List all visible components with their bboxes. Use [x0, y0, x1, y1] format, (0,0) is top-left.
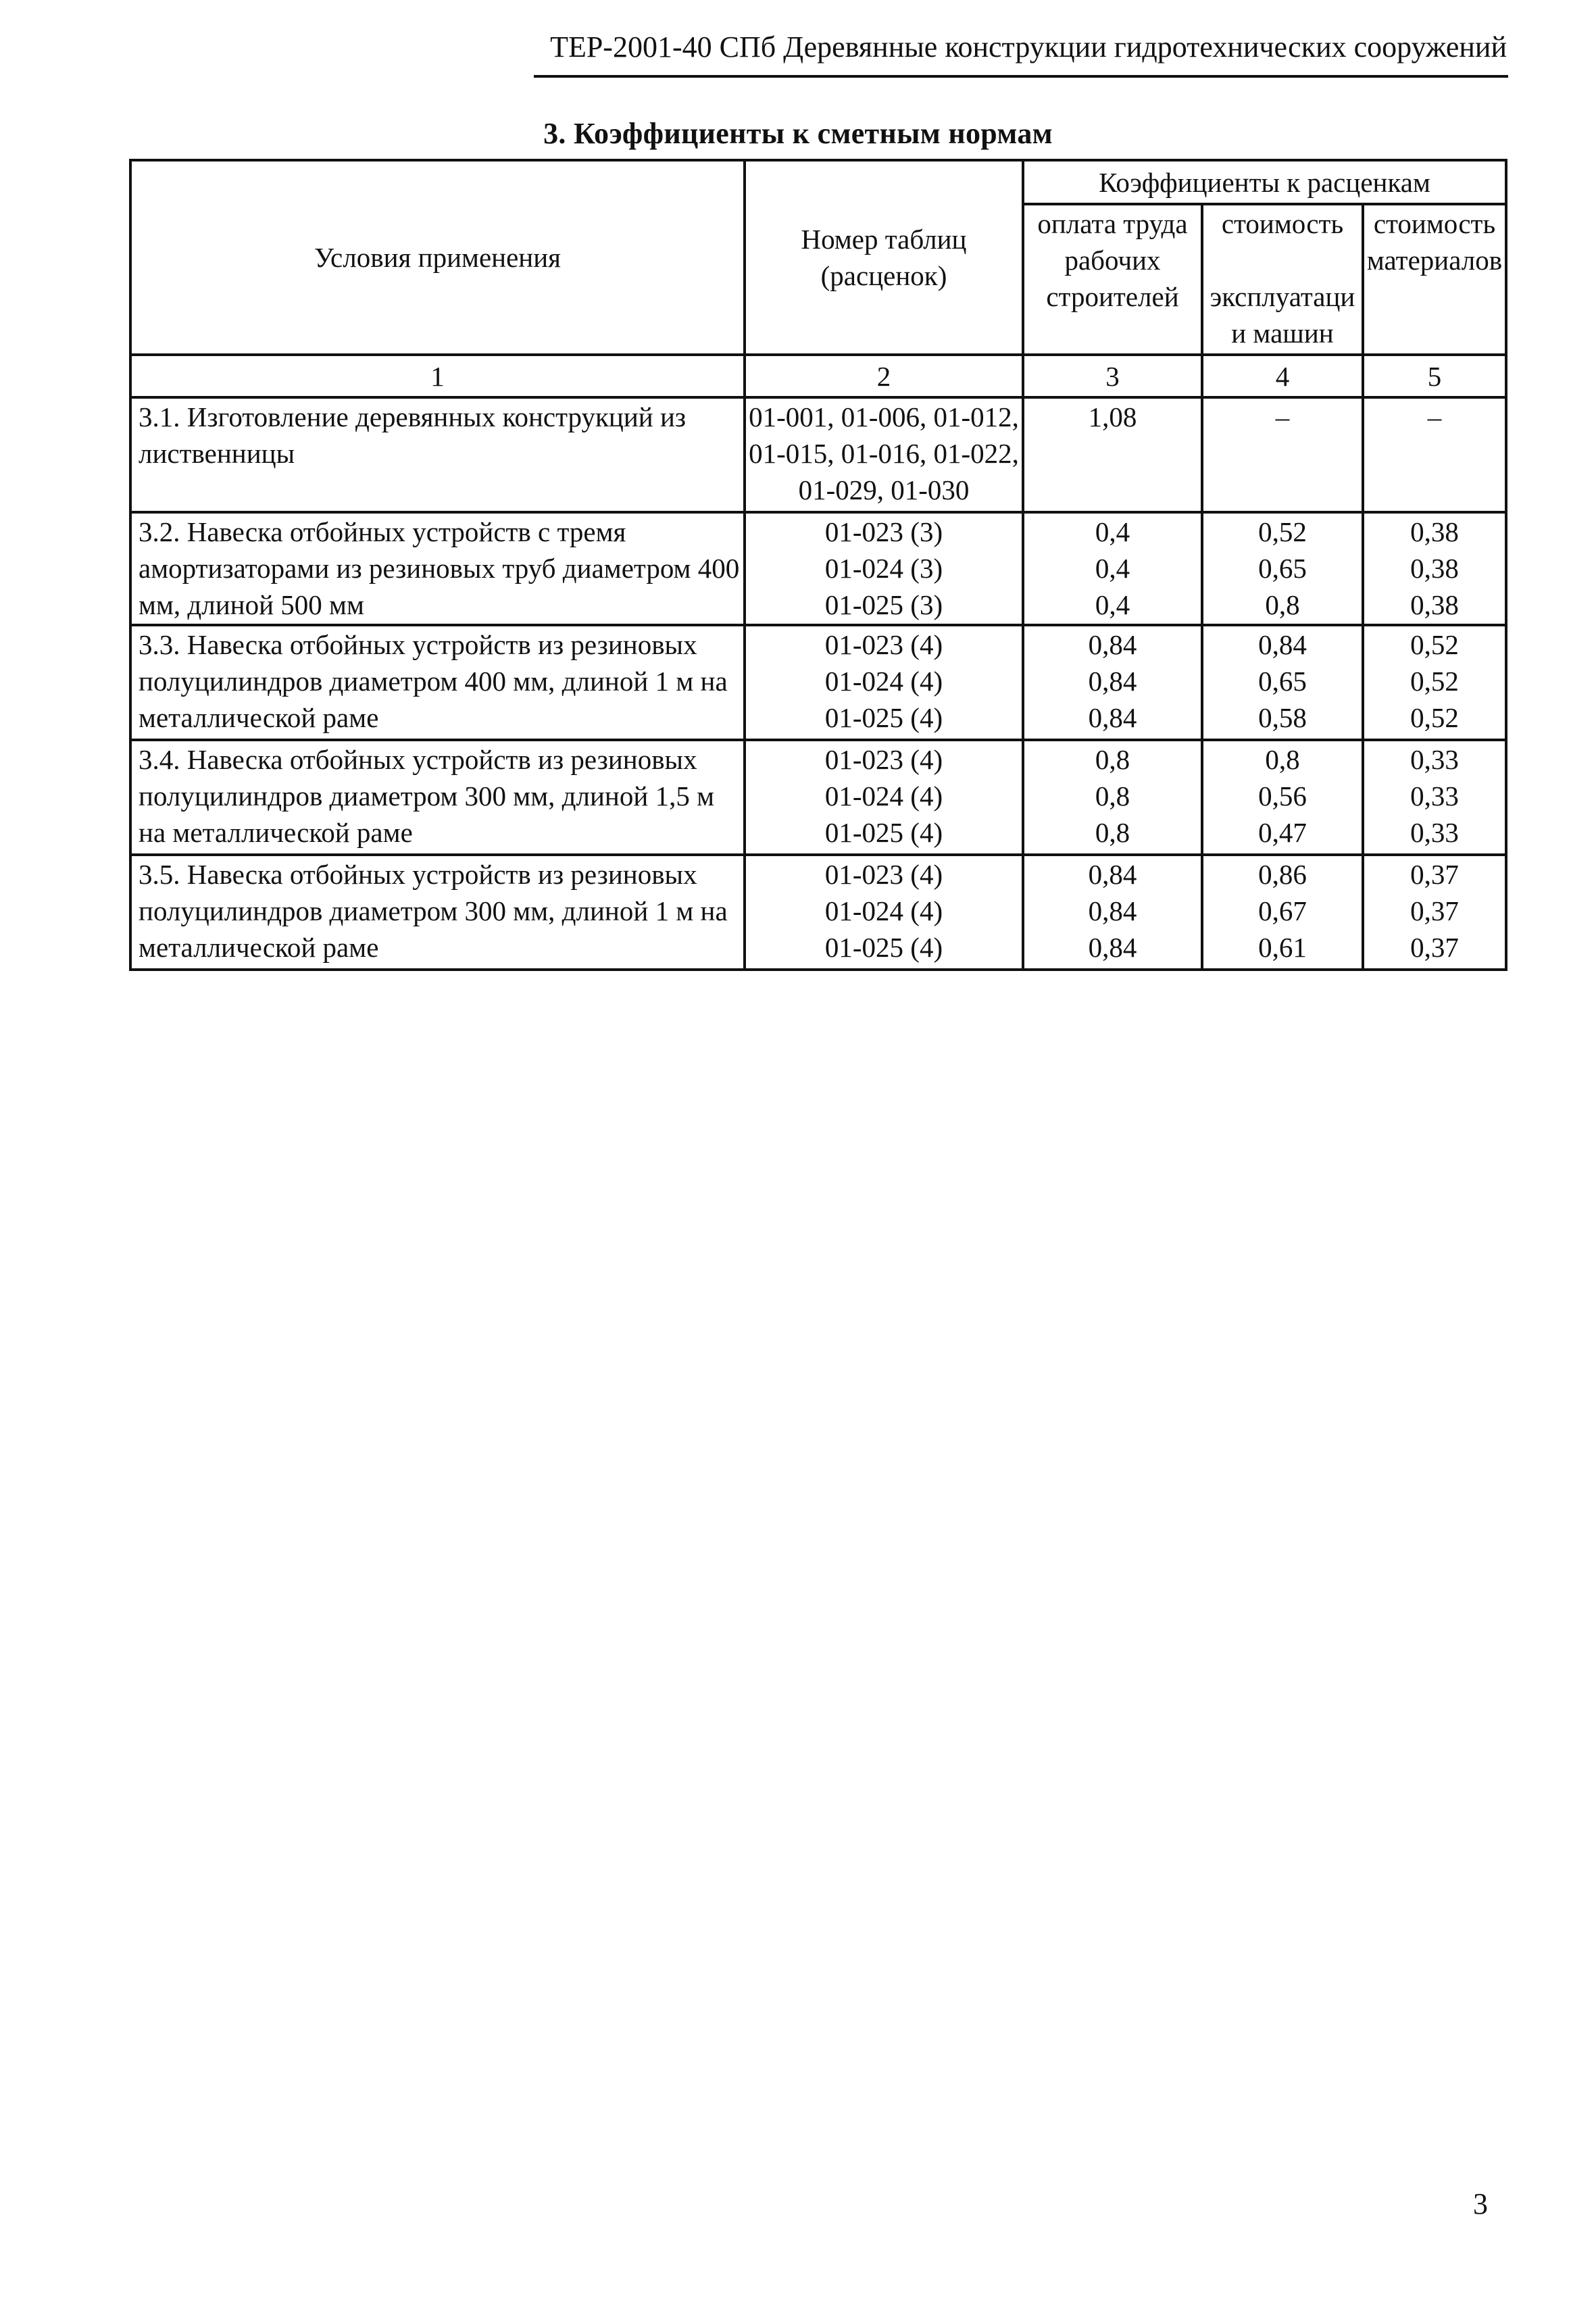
coef-value: 0,58 [1258, 702, 1307, 733]
header-labor-line: строителей [1046, 281, 1179, 312]
coef-value: 0,84 [1258, 629, 1307, 660]
coef-value: 0,47 [1258, 817, 1307, 848]
table-row [130, 397, 1506, 512]
labor-coef-cell [1023, 625, 1202, 740]
column-number: 5 [1363, 355, 1506, 397]
column-number: 2 [745, 355, 1023, 397]
labor-coef-cell [1023, 740, 1202, 855]
coef-value: 0,37 [1410, 932, 1459, 963]
header-labor-line: оплата труда [1037, 208, 1188, 239]
coef-value: 0,56 [1258, 780, 1307, 812]
labor-coef-cell [1023, 397, 1202, 512]
code-line: 01-001, 01-006, 01-012, [749, 401, 1019, 432]
code-line: 01-015, 01-016, 01-022, [749, 438, 1019, 469]
coef-value: – [1427, 401, 1442, 432]
header-machines [1202, 204, 1363, 355]
coef-value: 0,84 [1088, 629, 1137, 660]
condition-cell: 3.4. Навеска отбойных устройств из резиновых полуцилиндров диаметром 300 мм, длиной 1,5 м на металлической раме [130, 740, 745, 855]
code-line: 01-024 (4) [824, 895, 943, 926]
code-line: 01-023 (4) [824, 629, 943, 660]
running-header: ТЕР-2001-40 СПб Деревянные конструкции гидротехнических сооружений [550, 30, 1507, 64]
header-table-number-line: Номер таблиц [801, 224, 967, 255]
coef-value: – [1275, 401, 1290, 432]
header-table-number-line: (расценок) [820, 260, 947, 291]
materials-coef-cell [1363, 397, 1506, 512]
table-number-cell [745, 512, 1023, 625]
header-materials [1363, 204, 1506, 355]
materials-coef-cell [1363, 740, 1506, 855]
coef-value: 0,65 [1258, 666, 1307, 697]
code-line: 01-023 (3) [824, 516, 943, 547]
column-number: 1 [130, 355, 745, 397]
coef-value: 0,86 [1258, 859, 1307, 890]
section-title: 3. Коэффициенты к сметным нормам [543, 117, 1053, 150]
machines-coef-cell [1202, 625, 1363, 740]
code-line: 01-024 (4) [824, 666, 943, 697]
labor-coef-cell [1023, 512, 1202, 625]
coefficients-table [129, 159, 1507, 971]
coef-value: 0,84 [1088, 895, 1137, 926]
coef-value: 0,65 [1258, 553, 1307, 584]
code-line: 01-025 (4) [824, 817, 943, 848]
coef-value: 0,37 [1410, 859, 1459, 890]
header-machines-line: стоимость [1221, 208, 1344, 239]
code-line: 01-024 (3) [824, 553, 943, 584]
condition-cell: 3.2. Навеска отбойных устройств с тремя амортизаторами из резиновых труб диаметром 400 мм, длиной 500 мм [130, 512, 745, 625]
coef-value: 0,67 [1258, 895, 1307, 926]
header-materials-line: материалов [1366, 245, 1503, 276]
table-number-cell [745, 855, 1023, 970]
coef-value: 0,4 [1095, 516, 1130, 547]
table-number-cell [745, 740, 1023, 855]
header-materials-line: стоимость [1373, 208, 1496, 239]
table-row [130, 625, 1506, 740]
coef-value: 0,52 [1410, 666, 1459, 697]
page-number: 3 [1473, 2187, 1488, 2220]
code-line: 01-023 (4) [824, 859, 943, 890]
code-line: 01-025 (4) [824, 702, 943, 733]
header-machines-line: эксплуатаци [1210, 281, 1355, 312]
materials-coef-cell [1363, 512, 1506, 625]
coef-value: 0,8 [1095, 817, 1130, 848]
coef-value: 0,38 [1410, 589, 1459, 620]
coef-value: 0,84 [1088, 859, 1137, 890]
header-coefficients-group: Коэффициенты к расценкам [1023, 160, 1506, 204]
coef-value: 0,8 [1095, 744, 1130, 775]
coef-value: 0,4 [1095, 553, 1130, 584]
coef-value: 1,08 [1088, 401, 1137, 432]
code-line: 01-025 (4) [824, 932, 943, 963]
table-number-cell [745, 625, 1023, 740]
header-rule [534, 75, 1508, 78]
code-line: 01-029, 01-030 [798, 474, 970, 505]
code-line: 01-023 (4) [824, 744, 943, 775]
coef-value: 0,52 [1410, 629, 1459, 660]
header-machines-line: и машин [1231, 318, 1334, 349]
coef-value: 0,33 [1410, 817, 1459, 848]
table-row [130, 512, 1506, 625]
coef-value: 0,52 [1258, 516, 1307, 547]
coef-value: 0,38 [1410, 553, 1459, 584]
code-line: 01-024 (4) [824, 780, 943, 812]
header-spacer [1203, 242, 1362, 278]
materials-coef-cell [1363, 625, 1506, 740]
header-labor-line: рабочих [1064, 245, 1161, 276]
condition-cell: 3.1. Изготовление деревянных конструкций из лиственницы [130, 397, 745, 512]
condition-cell: 3.3. Навеска отбойных устройств из резиновых полуцилиндров диаметром 400 мм, длиной 1 м на металлической раме [130, 625, 745, 740]
header-conditions: Условия применения [130, 160, 745, 355]
coef-value: 0,52 [1410, 702, 1459, 733]
header-table-number [745, 160, 1023, 355]
coef-value: 0,33 [1410, 744, 1459, 775]
column-number: 3 [1023, 355, 1202, 397]
coef-value: 0,8 [1265, 744, 1300, 775]
coef-value: 0,84 [1088, 932, 1137, 963]
coef-value: 0,8 [1265, 589, 1300, 620]
labor-coef-cell [1023, 855, 1202, 970]
column-number: 4 [1202, 355, 1363, 397]
machines-coef-cell [1202, 855, 1363, 970]
coef-value: 0,8 [1095, 780, 1130, 812]
coef-value: 0,84 [1088, 702, 1137, 733]
coef-value: 0,33 [1410, 780, 1459, 812]
header-labor [1023, 204, 1202, 355]
table-row [130, 740, 1506, 855]
coef-value: 0,38 [1410, 516, 1459, 547]
table-number-cell [745, 397, 1023, 512]
coef-value: 0,37 [1410, 895, 1459, 926]
table-row [130, 855, 1506, 970]
machines-coef-cell [1202, 740, 1363, 855]
materials-coef-cell [1363, 855, 1506, 970]
code-line: 01-025 (3) [824, 589, 943, 620]
coef-value: 0,4 [1095, 589, 1130, 620]
coef-value: 0,61 [1258, 932, 1307, 963]
condition-cell: 3.5. Навеска отбойных устройств из резиновых полуцилиндров диаметром 300 мм, длиной 1 м на металлической раме [130, 855, 745, 970]
coef-value: 0,84 [1088, 666, 1137, 697]
machines-coef-cell [1202, 512, 1363, 625]
machines-coef-cell [1202, 397, 1363, 512]
